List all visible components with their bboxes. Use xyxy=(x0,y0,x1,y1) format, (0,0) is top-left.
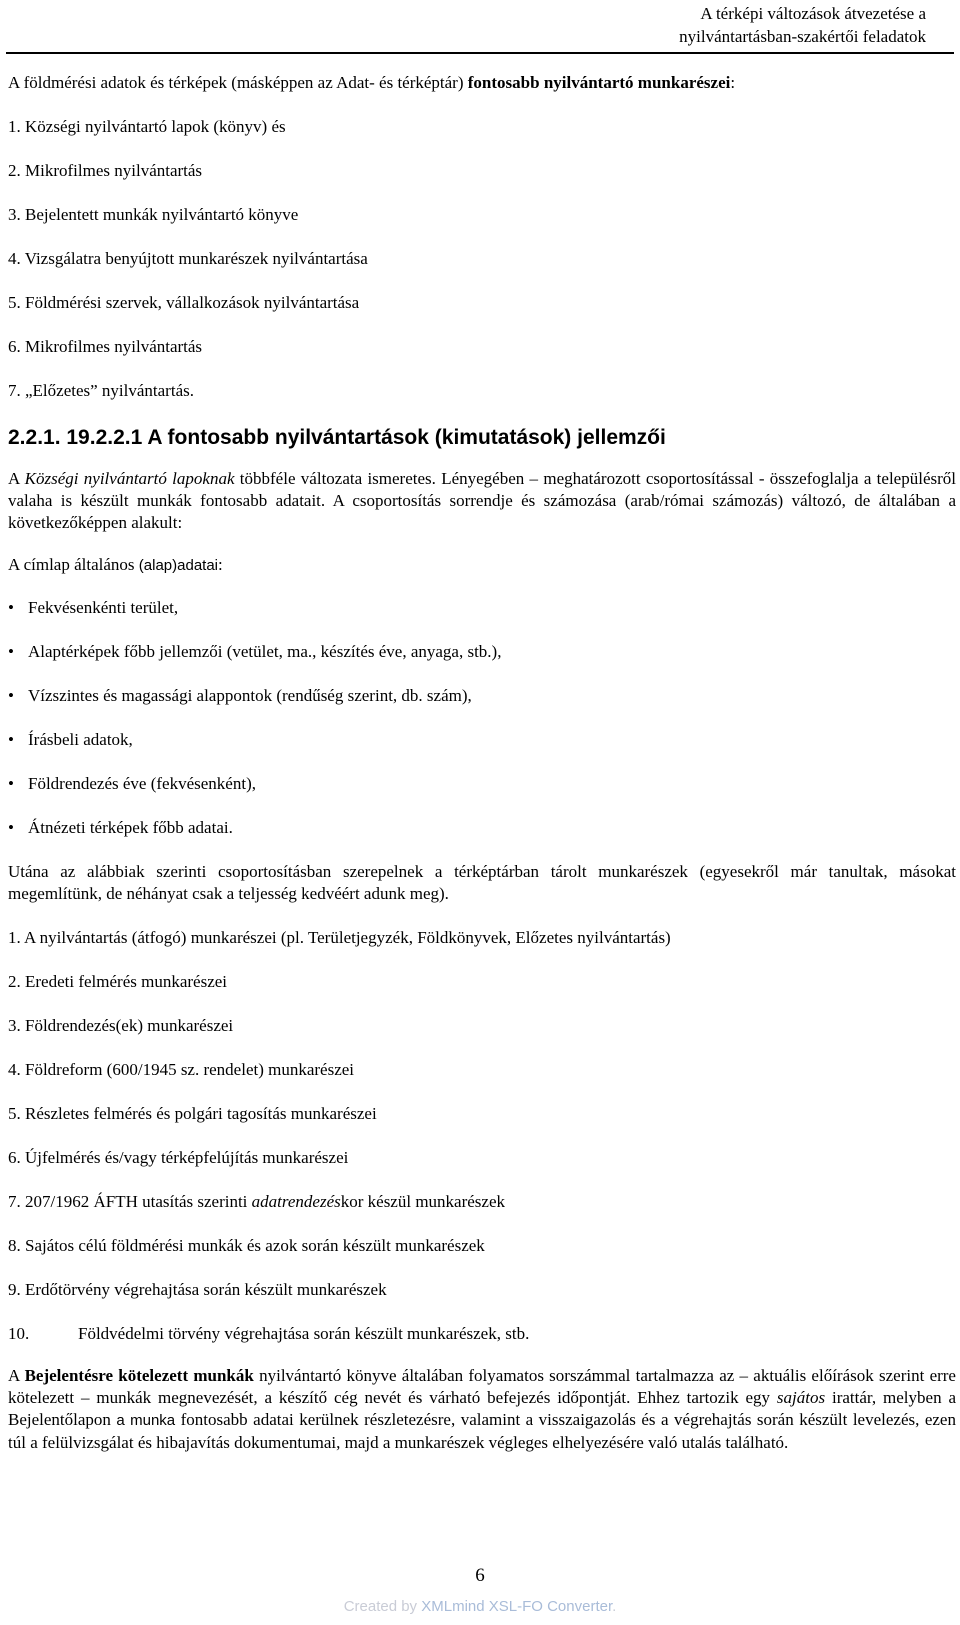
bullet-symbol: • xyxy=(8,686,14,705)
bullet-item xyxy=(8,641,956,663)
intro-bold: fontosabb nyilvántartó munkarészei xyxy=(467,73,731,92)
section-heading: 2.2.1. 19.2.2.1 A fontosabb nyilvántartások (kimutatások) jellemzői xyxy=(8,426,666,449)
bullet-item xyxy=(8,773,956,795)
list-item: 3. Bejelentett munkák nyilvántartó könyve xyxy=(8,205,299,224)
list-item: 3. Földrendezés(ek) munkarészei xyxy=(8,1016,234,1035)
page-content xyxy=(8,72,956,1454)
para3-bold: Bejelentésre kötelezett munkák xyxy=(24,1366,254,1385)
para3-italic: sajátos xyxy=(776,1388,826,1407)
list-munkareszek xyxy=(8,927,956,1345)
paragraph-csoportositas: Utána az alábbiak szerinti csoportosításban szerepelnek a térképtárban tárolt munkarészek (egyesekről már tanultak, másokat megemlítünk, de néhányat csak a teljesség kedvéért adunk meg). xyxy=(8,862,956,903)
list-item xyxy=(8,1191,956,1213)
bullet-symbol: • xyxy=(8,730,14,749)
bullet-text: Átnézeti térképek főbb adatai. xyxy=(28,818,233,837)
running-header xyxy=(679,2,926,48)
bullet-item xyxy=(8,729,956,751)
item10-number: 10. xyxy=(8,1324,30,1343)
footer-credit xyxy=(0,1598,960,1615)
bullet-text: Vízszintes és magassági alappontok (rendűség szerint, db. szám), xyxy=(28,686,472,705)
list-item: 7. „Előzetes” nyilvántartás. xyxy=(8,381,194,400)
list-item: 5. Részletes felmérés és polgári tagosítás munkarészei xyxy=(8,1104,377,1123)
page-number: 6 xyxy=(475,1565,485,1586)
list-item xyxy=(8,1323,956,1345)
item10-text: Földvédelmi törvény végrehajtása során készült munkarészek, stb. xyxy=(78,1324,530,1343)
list-item: 6. Újfelmérés és/vagy térképfelújítás munkarészei xyxy=(8,1148,349,1167)
bullet-text: Írásbeli adatok, xyxy=(28,730,133,749)
header-line-1: A térképi változások átvezetése a xyxy=(700,4,926,23)
paragraph-kozsegi xyxy=(8,468,956,534)
list-item: 4. Vizsgálatra benyújtott munkarészek nyilvántartása xyxy=(8,249,368,268)
bullet-list xyxy=(8,597,956,839)
para3-text-a: A xyxy=(8,1366,25,1385)
item7-text-b: kor készül munkarészek xyxy=(340,1192,506,1211)
bullet-symbol: • xyxy=(8,642,14,661)
credit-prefix: Created by xyxy=(343,1598,422,1615)
bullet-text: Fekvésenkénti terület, xyxy=(28,598,179,617)
intro-text: A földmérési adatok és térképek (másképpen az Adat- és térképtár) xyxy=(8,73,468,92)
list-item: 1. Községi nyilvántartó lapok (könyv) és xyxy=(8,117,286,136)
list-item: 8. Sajátos célú földmérési munkák és azok során készült munkarészek xyxy=(8,1236,485,1255)
para3-text-b: nyilvántartó könyve általában folyamatos sorszámmal tartalmazza az – aktuális előírások szerint erre kötelezett – munkák megnevezését, a készítő cég nevét és várható befejezés időpontját. Ehhez tartozik egy xyxy=(8,1366,956,1407)
cimlap-text-b: (alap)adatai xyxy=(138,557,218,574)
credit-brand: XMLmind XSL-FO Converter xyxy=(421,1598,613,1615)
para3-small: a munka xyxy=(116,1412,176,1429)
item7-italic: adatrendezés xyxy=(251,1192,341,1211)
list-item: 6. Mikrofilmes nyilvántartás xyxy=(8,337,203,356)
paragraph-bejelentes xyxy=(8,1365,956,1454)
list-item: 5. Földmérési szervek, vállalkozások nyilvántartása xyxy=(8,293,360,312)
bullet-symbol: • xyxy=(8,774,14,793)
list-nyilvantarto xyxy=(8,116,956,402)
para1-text-a: A xyxy=(8,469,25,488)
list-item: 9. Erdőtörvény végrehajtása során készült munkarészek xyxy=(8,1280,387,1299)
bullet-item xyxy=(8,685,956,707)
header-line-2: nyilvántartásban-szakértői feladatok xyxy=(679,27,926,46)
bullet-symbol: • xyxy=(8,818,14,837)
intro-end: : xyxy=(730,73,736,92)
para1-italic: Községi nyilvántartó lapoknak xyxy=(24,469,235,488)
list-item: 2. Eredeti felmérés munkarészei xyxy=(8,972,228,991)
bullet-text: Alaptérképek főbb jellemzői (vetület, ma., készítés éve, anyaga, stb.), xyxy=(28,642,502,661)
list-item: 2. Mikrofilmes nyilvántartás xyxy=(8,161,203,180)
item7-text-a: 7. 207/1962 ÁFTH utasítás szerinti xyxy=(8,1192,252,1211)
para3-text-d: fontosabb adatai kerülnek részletezésre, valamint a visszaigazolás és a végrehajtás során készült levelezés, ezen túl a felülvizsgálat és hibajavítás dokumentumai, majd a munkarészek végleges elhelyezésére való utalás található. xyxy=(8,1410,956,1452)
list-item: 1. A nyilvántartás (átfogó) munkarészei (pl. Területjegyzék, Földkönyvek, Előzetes nyilvántartás) xyxy=(8,928,671,947)
para3-text-c: irattár, melyben a Bejelentőlapon xyxy=(8,1388,957,1429)
cimlap-paragraph xyxy=(8,554,956,577)
para1-text-b: többféle változata ismeretes. Lényegében – meghatározott csoportosítással - összefoglalja a településről valaha is készült munkák fontosabb adatait. A csoportosítás sorrendje és számozása (arab/római számozás) változó, de általában a következőképpen alakult: xyxy=(8,469,956,532)
bullet-item xyxy=(8,817,956,839)
intro-paragraph xyxy=(8,72,956,94)
bullet-text: Földrendezés éve (fekvésenként), xyxy=(28,774,256,793)
header-rule xyxy=(6,52,954,54)
list-item: 4. Földreform (600/1945 sz. rendelet) munkarészei xyxy=(8,1060,355,1079)
credit-suffix: . xyxy=(612,1598,617,1615)
bullet-item xyxy=(8,597,956,619)
bullet-symbol: • xyxy=(8,598,14,617)
cimlap-text-c: : xyxy=(218,555,223,574)
cimlap-text-a: A címlap általános xyxy=(8,555,139,574)
